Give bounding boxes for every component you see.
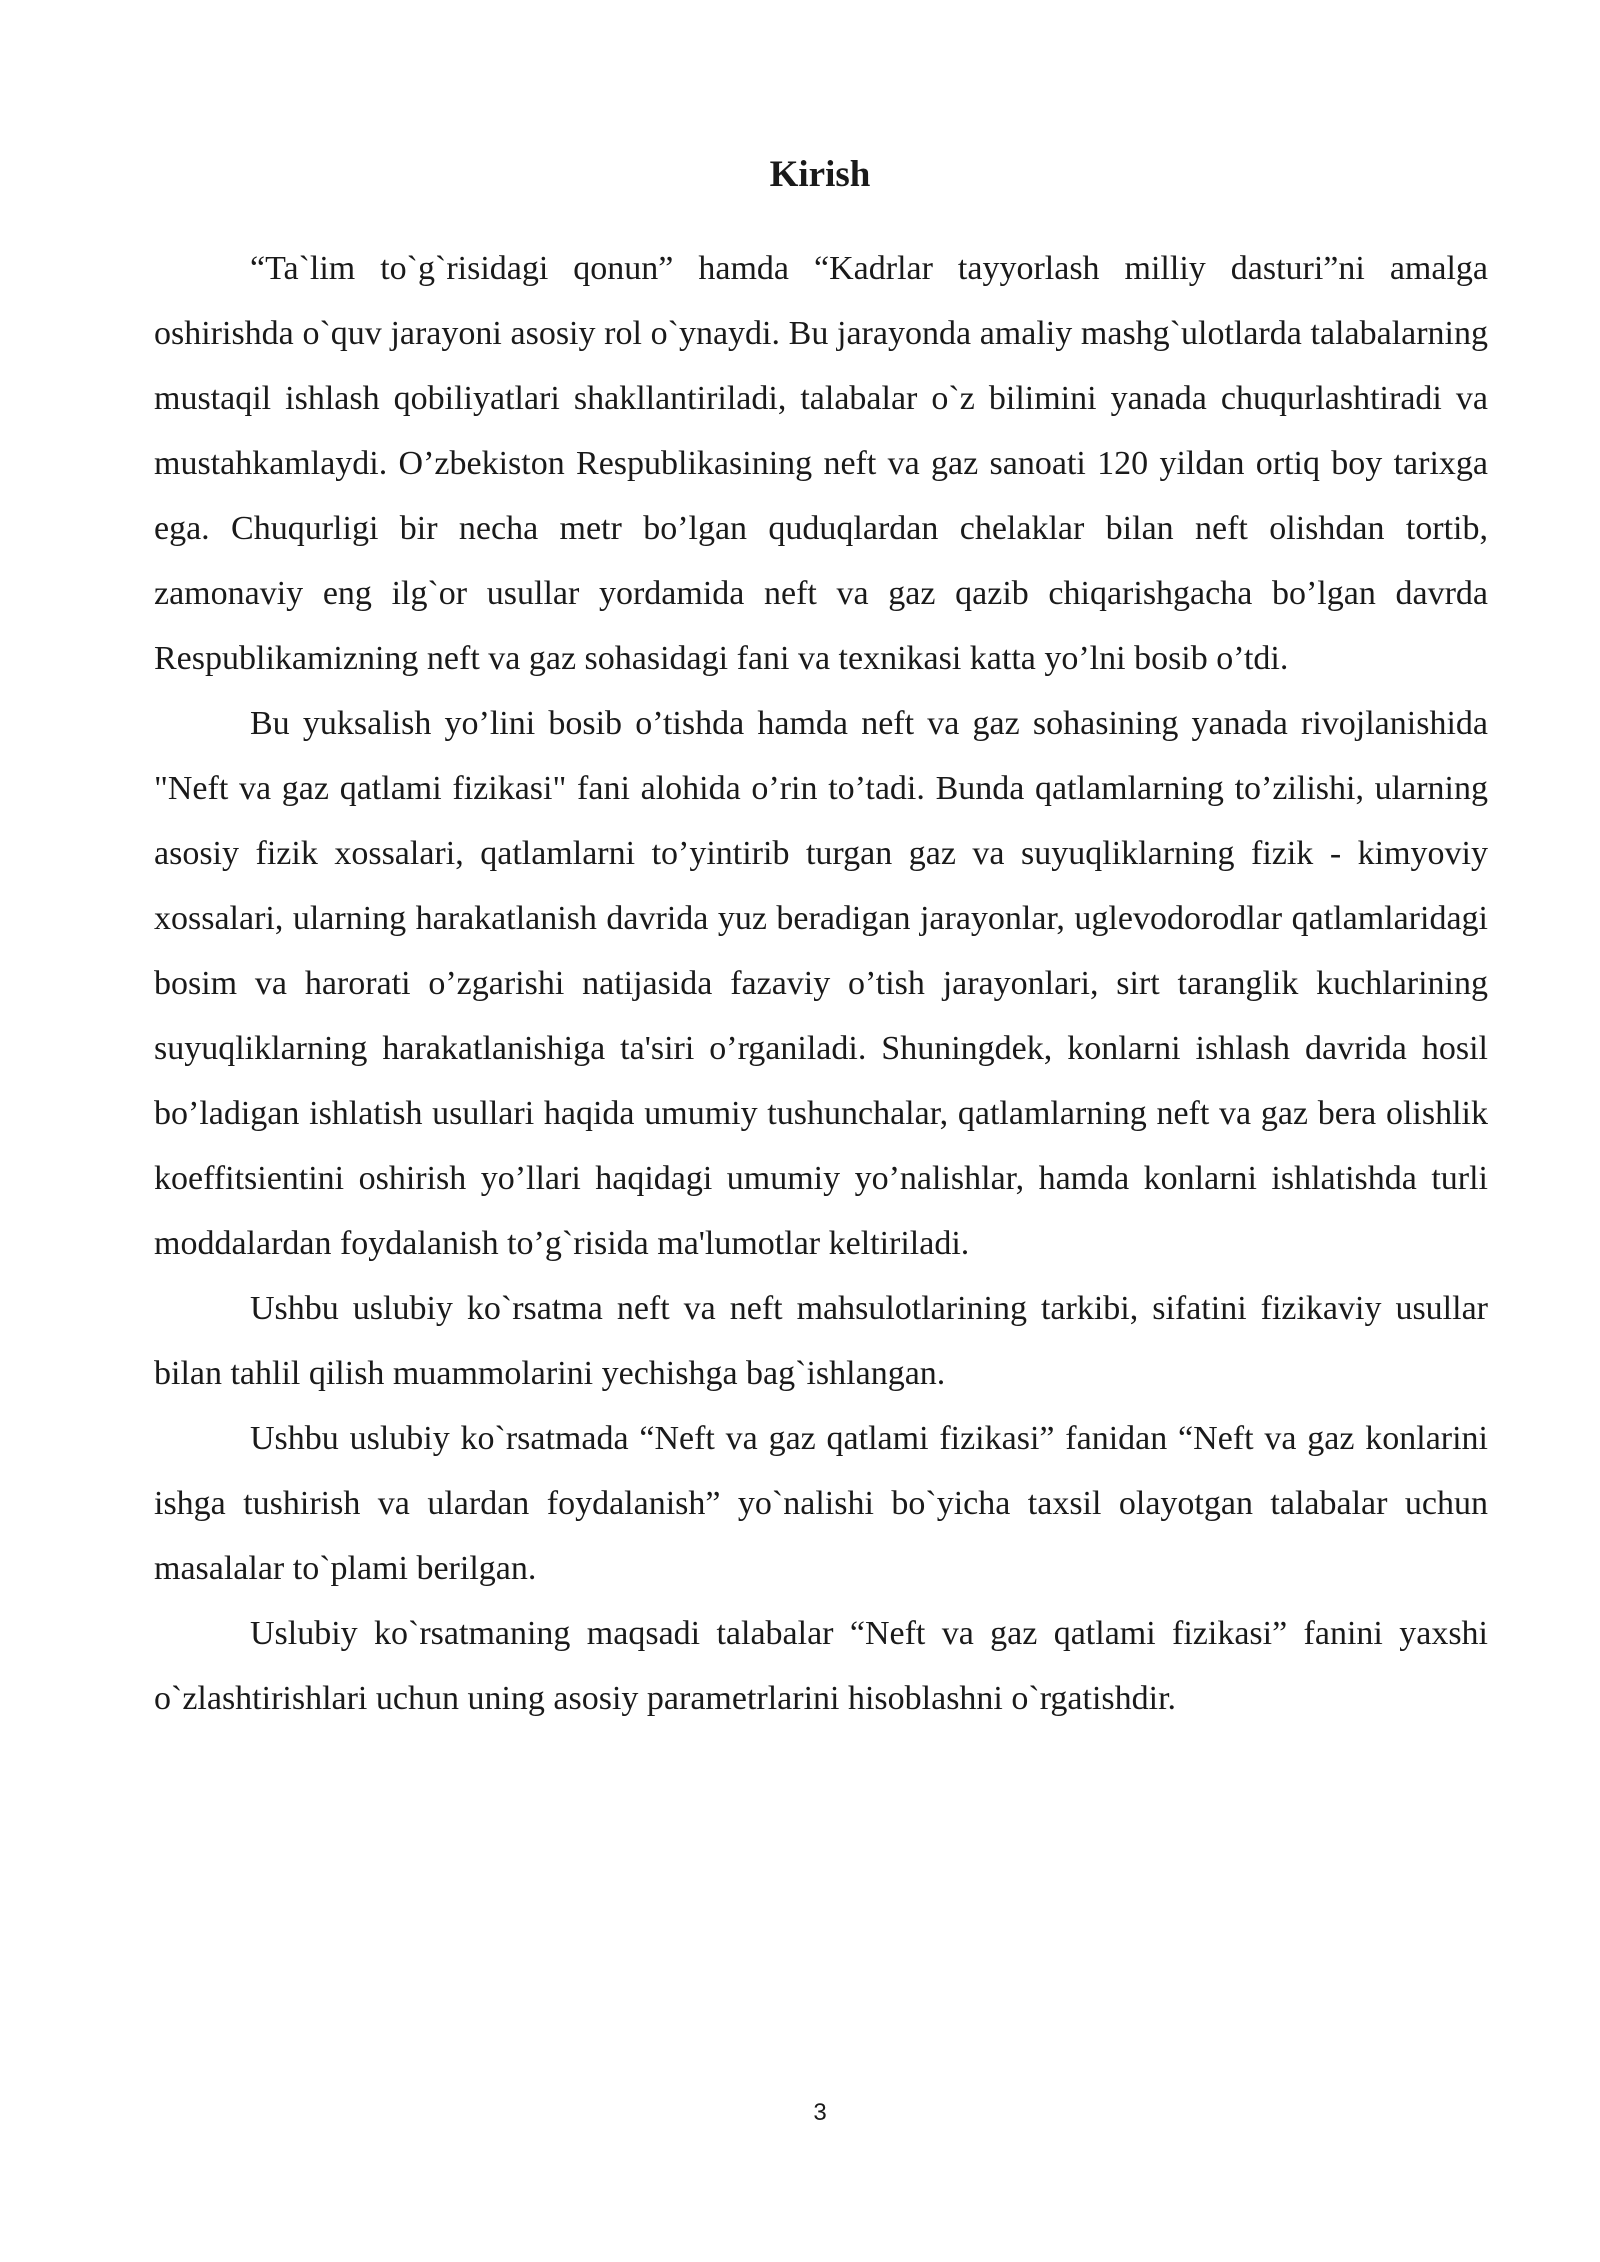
- paragraph-3: Ushbu uslubiy ko`rsatma neft va neft mahsulotlarining tarkibi, sifatini fizikaviy usullar bilan tahlil qilish muammolarini yechishga bag`ishlangan.: [154, 1290, 1488, 1392]
- paragraph-5: Uslubiy ko`rsatmaning maqsadi talabalar “Neft va gaz qatlami fizikasi” fanini yaxshi o`zlashtirishlari uchun uning asosiy parametrlarini hisoblashni o`rgatishdir.: [154, 1615, 1488, 1717]
- body-text: [154, 236, 1488, 1731]
- paragraph-4: Ushbu uslubiy ko`rsatmada “Neft va gaz qatlami fizikasi” fanidan “Neft va gaz konlarini ishga tushirish va ulardan foydalanish” yo`nalishi bo`yicha taxsil olayotgan talabalar uchun masalalar to`plami berilgan.: [154, 1420, 1488, 1587]
- paragraph-1: “Ta`lim to`g`risidagi qonun” hamda “Kadrlar tayyorlash milliy dasturi”ni amalga oshirishda o`quv jarayoni asosiy rol o`ynaydi. Bu jarayonda amaliy mashg`ulotlarda talabalarning mustaqil ishlash qobiliyatlari shakllantiriladi, talabalar o`z bilimini yanada chuqurlashtiradi va mustahkamlaydi. O’zbekiston Respublikasining neft va gaz sanoati 120 yildan ortiq boy tarixga ega. Chuqurligi bir necha metr bo’lgan quduqlardan chelaklar bilan neft olishdan tortib, zamonaviy eng ilg`or usullar yordamida neft va gaz qazib chiqarishgacha bo’lgan davrda Respublikamizning neft va gaz sohasidagi fani va texnikasi katta yo’lni bosib o’tdi.: [154, 250, 1488, 677]
- page-number: 3: [813, 2099, 827, 2126]
- page-title: Kirish: [769, 154, 871, 195]
- paragraph-2: Bu yuksalish yo’lini bosib o’tishda hamda neft va gaz sohasining yanada rivojlanishida "Neft va gaz qatlami fizikasi" fani alohida o’rin to’tadi. Bunda qatlamlarning to’zilishi, ularning asosiy fizik xossalari, qatlamlarni to’yintirib turgan gaz va suyuqliklarning fizik - kimyoviy xossalari, ularning harakatlanish davrida yuz beradigan jarayonlar, uglevodorodlar qatlamlaridagi bosim va harorati o’zgarishi natijasida fazaviy o’tish jarayonlari, sirt taranglik kuchlarining suyuqliklarning harakatlanishiga ta'siri o’rganiladi. Shuningdek, konlarni ishlash davrida hosil bo’ladigan ishlatish usullari haqida umumiy tushunchalar, qatlamlarning neft va gaz bera olishlik koeffitsientini oshirish yo’llari haqidagi umumiy yo’nalishlar, hamda konlarni ishlatishda turli moddalardan foydalanish to’g`risida ma'lumotlar keltiriladi.: [154, 705, 1488, 1262]
